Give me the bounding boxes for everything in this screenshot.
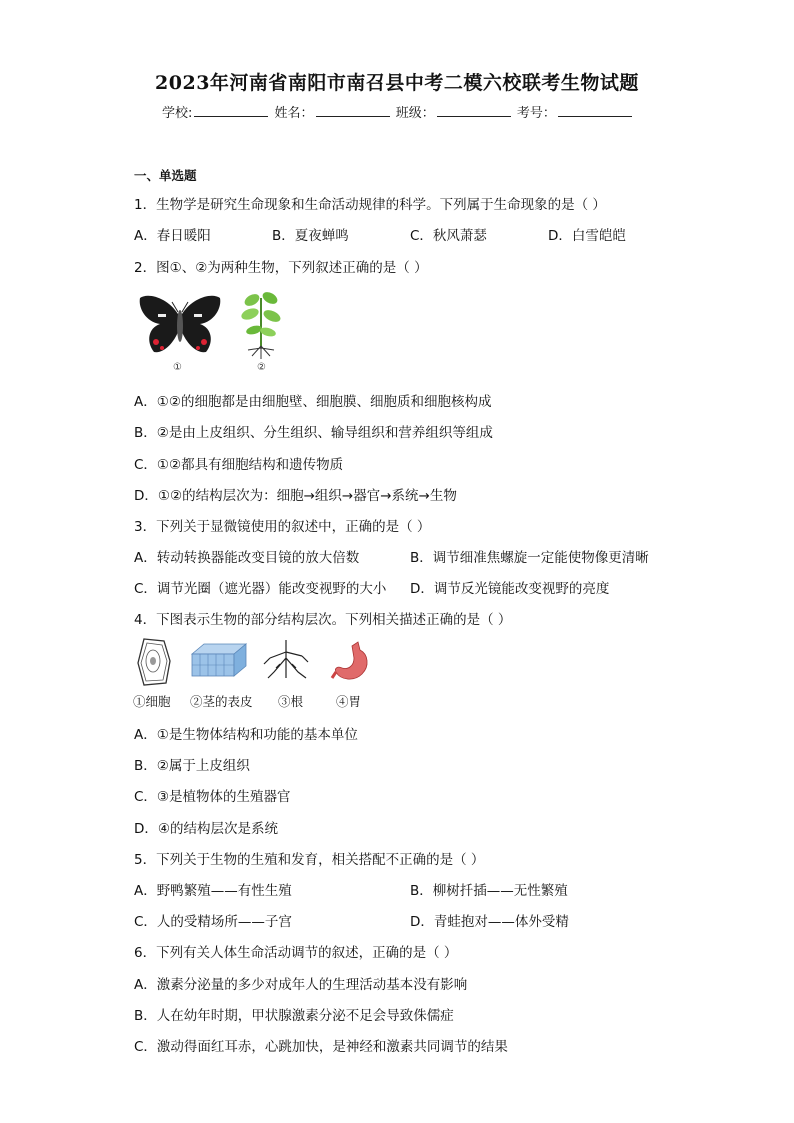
q5-option-a[interactable]: A．野鸭繁殖——有性生殖 <box>134 883 292 899</box>
exam-no-label: 考号： <box>516 106 556 121</box>
q4-option-c[interactable]: C．③是植物体的生殖器官 <box>134 789 291 805</box>
name-blank[interactable] <box>316 104 390 117</box>
q4-option-d[interactable]: D．④的结构层次是系统 <box>134 821 278 837</box>
q3-option-d[interactable]: D．调节反光镜能改变视野的亮度 <box>410 581 610 597</box>
caption-stem-epidermis: ②茎的表皮 <box>190 694 253 709</box>
name-label: 姓名： <box>274 106 314 121</box>
q3-option-c[interactable]: C．调节光圈（遮光器）能改变视野的大小 <box>134 581 387 597</box>
q2-stem: 2．图①、②为两种生物，下列叙述正确的是（ ） <box>134 260 428 276</box>
q1-option-c[interactable]: C．秋风萧瑟 <box>410 228 487 244</box>
q1-stem: 1．生物学是研究生命现象和生命活动规律的科学。下列属于生命现象的是（ ） <box>134 197 606 213</box>
plant-cell-image <box>136 637 172 687</box>
q1-option-d[interactable]: D．白雪皑皑 <box>548 228 626 244</box>
stem-epidermis-image <box>190 642 248 678</box>
q5-option-b[interactable]: B．柳树扦插——无性繁殖 <box>410 883 568 899</box>
q4-option-b[interactable]: B．②属于上皮组织 <box>134 758 250 774</box>
q5-stem: 5．下列关于生物的生殖和发育，相关搭配不正确的是（ ） <box>134 852 485 868</box>
caption-cell: ①细胞 <box>133 694 171 709</box>
fig1-label: ① <box>173 362 182 373</box>
fig2-label: ② <box>257 362 266 373</box>
exam-no-blank[interactable] <box>558 104 632 117</box>
caption-stomach: ④胃 <box>336 694 362 709</box>
q2-option-c[interactable]: C．①②都具有细胞结构和遗传物质 <box>134 457 344 473</box>
q5-option-d[interactable]: D．青蛙抱对——体外受精 <box>410 914 569 930</box>
class-blank[interactable] <box>437 104 511 117</box>
q6-option-b[interactable]: B．人在幼年时期，甲状腺激素分泌不足会导致侏儒症 <box>134 1008 454 1024</box>
q3-option-a[interactable]: A．转动转换器能改变目镜的放大倍数 <box>134 550 360 566</box>
student-info-row <box>162 102 634 121</box>
q1-option-b[interactable]: B．夏夜蝉鸣 <box>272 228 349 244</box>
class-label: 班级： <box>395 106 435 121</box>
plant-seedling-image <box>238 288 284 360</box>
q6-option-c[interactable]: C．激动得面红耳赤，心跳加快，是神经和激素共同调节的结果 <box>134 1039 508 1055</box>
q3-stem: 3．下列关于显微镜使用的叙述中，正确的是（ ） <box>134 519 431 535</box>
q6-stem: 6．下列有关人体生命活动调节的叙述，正确的是（ ） <box>134 945 458 961</box>
page-title: 2023年河南省南阳市南召县中考二模六校联考生物试题 <box>155 72 639 94</box>
q4-option-a[interactable]: A．①是生物体结构和功能的基本单位 <box>134 727 358 743</box>
caption-root: ③根 <box>278 694 304 709</box>
q1-option-a[interactable]: A．春日暖阳 <box>134 228 211 244</box>
q2-option-a[interactable]: A．①②的细胞都是由细胞壁、细胞膜、细胞质和细胞核构成 <box>134 394 492 410</box>
section-heading: 一、单选题 <box>134 168 197 183</box>
school-label: 学校: <box>162 106 193 121</box>
q2-option-b[interactable]: B．②是由上皮组织、分生组织、输导组织和营养组织等组成 <box>134 425 493 441</box>
q6-option-a[interactable]: A．激素分泌量的多少对成年人的生理活动基本没有影响 <box>134 977 468 993</box>
stomach-image <box>330 640 372 682</box>
q3-option-b[interactable]: B．调节细准焦螺旋一定能使物像更清晰 <box>410 550 649 566</box>
root-image <box>262 638 310 680</box>
q5-option-c[interactable]: C．人的受精场所——子宫 <box>134 914 292 930</box>
q2-option-d[interactable]: D．①②的结构层次为：细胞→组织→器官→系统→生物 <box>134 488 457 504</box>
butterfly-image <box>138 292 222 358</box>
school-blank[interactable] <box>194 104 268 117</box>
q4-stem: 4．下图表示生物的部分结构层次。下列相关描述正确的是（ ） <box>134 612 512 628</box>
